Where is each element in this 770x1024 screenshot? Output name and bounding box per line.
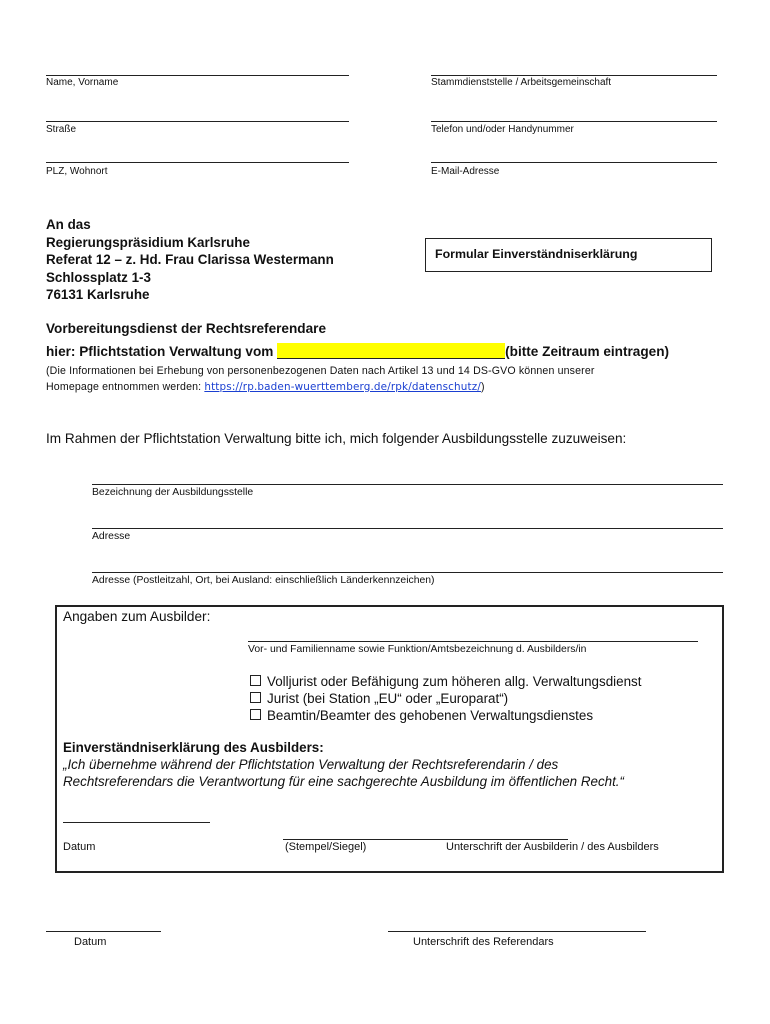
- plz-line[interactable]: [46, 162, 349, 163]
- phone-label: Telefon und/oder Handynummer: [431, 124, 574, 135]
- phone-line[interactable]: [431, 121, 717, 122]
- subject-suffix: (bitte Zeitraum eintragen): [505, 344, 670, 359]
- trainer-name-label: Vor- und Familienname sowie Funktion/Amtsbezeichnung d. Ausbilders/in: [248, 644, 587, 655]
- option-volljurist-label: Volljurist oder Befähigung zum höheren allg. Verwaltungsdienst: [267, 674, 642, 689]
- checkbox-jurist[interactable]: [250, 692, 261, 703]
- station-address-label: Adresse: [92, 531, 131, 542]
- email-label: E-Mail-Adresse: [431, 166, 500, 177]
- address-line-1: An das: [46, 217, 91, 232]
- subject-line-2: [46, 343, 669, 359]
- stamp-label: (Stempel/Siegel): [285, 841, 367, 853]
- address-line-2: Regierungspräsidium Karlsruhe: [46, 234, 250, 250]
- consent-line-1: „Ich übernehme während der Pflichtstation Verwaltung der Rechtsreferendarin / des: [63, 757, 559, 772]
- name-label: Name, Vorname: [46, 77, 119, 88]
- option-jurist[interactable]: [250, 691, 508, 706]
- footer-signature-label: Unterschrift des Referendars: [413, 936, 554, 948]
- stamm-label: Stammdienststelle / Arbeitsgemeinschaft: [431, 77, 612, 88]
- trainer-box: [55, 605, 724, 873]
- privacy-link[interactable]: https://rp.baden-wuerttemberg.de/rpk/datenschutz/: [204, 380, 481, 393]
- footer-date-label: Datum: [74, 936, 107, 948]
- trainer-signature-label: Unterschrift der Ausbilderin / des Ausbilders: [446, 841, 659, 853]
- trainer-name-line[interactable]: [248, 641, 698, 642]
- privacy-text-2: Homepage entnommen werden:: [46, 380, 205, 393]
- privacy-info: [46, 364, 595, 395]
- option-volljurist[interactable]: [250, 674, 641, 689]
- trainer-date-label: Datum: [63, 841, 96, 853]
- subject-line-1: Vorbereitungsdienst der Rechtsreferendare: [46, 321, 327, 336]
- station-address2-label: Adresse (Postleitzahl, Ort, bei Ausland: einschließlich Länderkennzeichen): [92, 575, 435, 586]
- subject-prefix: hier: Pflichtstation Verwaltung vom: [46, 344, 278, 359]
- trainer-signature-line[interactable]: [283, 839, 568, 840]
- station-name-label: Bezeichnung der Ausbildungsstelle: [92, 487, 254, 498]
- trainer-date-line[interactable]: [63, 822, 210, 823]
- plz-label: PLZ, Wohnort: [46, 166, 108, 177]
- option-beamter[interactable]: [250, 708, 593, 723]
- consent-heading: Einverständniserklärung des Ausbilders:: [63, 740, 324, 755]
- checkbox-beamter[interactable]: [250, 709, 261, 720]
- footer-date-line[interactable]: [46, 931, 161, 932]
- address-line-4: Schlossplatz 1-3: [46, 269, 151, 285]
- checkbox-volljurist[interactable]: [250, 675, 261, 686]
- option-jurist-label: Jurist (bei Station „EU“ oder „Europarat“): [267, 691, 509, 706]
- trainer-heading: Angaben zum Ausbilder:: [63, 609, 211, 624]
- email-line[interactable]: [431, 162, 717, 163]
- period-input-highlight[interactable]: [277, 343, 505, 359]
- station-name-line[interactable]: [92, 484, 723, 485]
- option-beamter-label: Beamtin/Beamter des gehobenen Verwaltungsdienstes: [267, 708, 594, 723]
- station-address-line[interactable]: [92, 528, 723, 529]
- recipient-address: [46, 216, 334, 304]
- consent-line-2: Rechtsreferendars die Verantwortung für eine sachgerechte Ausbildung im öffentlichen Recht.“: [63, 774, 624, 789]
- privacy-text-3: ): [481, 380, 485, 393]
- address-line-3: Referat 12 – z. Hd. Frau Clarissa Westermann: [46, 252, 334, 267]
- footer-signature-line[interactable]: [388, 931, 646, 932]
- stamm-line[interactable]: [431, 75, 717, 76]
- address-line-5: 76131 Karlsruhe: [46, 287, 150, 302]
- name-line[interactable]: [46, 75, 349, 76]
- intro-text: Im Rahmen der Pflichtstation Verwaltung bitte ich, mich folgender Ausbildungsstelle zuzuweisen:: [46, 431, 627, 446]
- form-title-box: Formular Einverständniserklärung: [425, 238, 712, 272]
- street-line[interactable]: [46, 121, 349, 122]
- street-label: Straße: [46, 124, 77, 135]
- privacy-text-2-row: [46, 380, 595, 396]
- privacy-text-1: (Die Informationen bei Erhebung von personenbezogenen Daten nach Artikel 13 und 14 DS-GVO können unserer: [46, 365, 595, 377]
- station-address2-line[interactable]: [92, 572, 723, 573]
